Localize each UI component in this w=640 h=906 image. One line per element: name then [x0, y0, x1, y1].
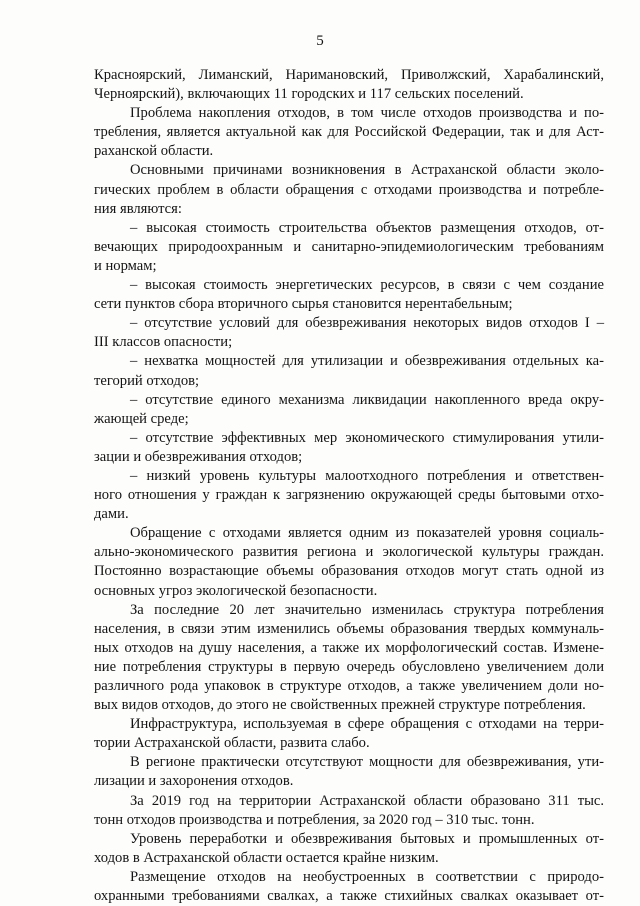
text-line: различного рода упаковок в структуре отходов, а также увеличением доли но- [94, 678, 604, 694]
text-line: ходов в Астраханской области остается крайне низким. [94, 849, 439, 866]
text-line: За последние 20 лет значительно изменилась структура потребления [130, 601, 604, 618]
text-line: За 2019 год на территории Астраханской области образовано 311 тыс. [130, 792, 604, 809]
text-line: ние потребления структуры в первую очередь обусловлено увеличением доли [94, 658, 604, 675]
text-line: Инфраструктура, используемая в сфере обращения с отходами на терри- [130, 716, 604, 733]
text-line: – отсутствие условий для обезвреживания некоторых видов отходов I – [130, 315, 604, 332]
text-line: основных угроз экологической безопасности. [94, 582, 378, 599]
text-line: Постоянно возрастающие объемы образования отходов могут стать одной из [94, 563, 604, 580]
text-line: Красноярский, Лиманский, Наримановский, Приволжский, Харабалинский, [94, 67, 604, 83]
text-line: тонн отходов производства и потребления, за 2020 год – 310 тыс. тонн. [94, 811, 535, 828]
text-line: ния являются: [94, 200, 182, 217]
text-line: гических проблем в области обращения с отходами производства и потребле- [94, 181, 604, 198]
text-line: лизации и захоронения отходов. [94, 773, 294, 790]
text-line: ально-экономического развития региона и экологической культуры граждан. [94, 544, 604, 561]
body-text [94, 66, 604, 906]
text-line: Уровень переработки и обезвреживания бытовых и промышленных от- [130, 830, 604, 847]
text-line: – высокая стоимость энергетических ресурсов, в связи с чем создание [130, 277, 604, 294]
text-line: – высокая стоимость строительства объектов размещения отходов, от- [130, 219, 604, 236]
text-line: раханской области. [94, 143, 214, 160]
text-line: дами. [94, 506, 129, 523]
text-line: Размещение отходов на необустроенных в соответствии с природо- [130, 868, 604, 885]
text-line: Обращение с отходами является одним из показателей уровня социаль- [130, 525, 604, 542]
text-line: – отсутствие единого механизма ликвидации накопленного вреда окру- [130, 391, 604, 408]
text-line: вечающих природоохранным и санитарно-эпидемиологическим требованиям [94, 238, 604, 255]
text-line: вых видов отходов, до этого не свойственных прежней структуре потребления. [94, 697, 586, 714]
text-line: сети пунктов сбора вторичного сырья становится нерентабельным; [94, 296, 513, 313]
text-line: – низкий уровень культуры малоотходного потребления и ответствен- [130, 467, 604, 484]
text-line: тории Астраханской области, развита слабо. [94, 735, 370, 752]
text-line: – нехватка мощностей для утилизации и обезвреживания отдельных ка- [130, 353, 604, 370]
page-number: 5 [316, 33, 324, 49]
text-line: Черноярский), включающих 11 городских и 117 сельских поселений. [94, 86, 524, 103]
text-line: III классов опасности; [94, 334, 233, 351]
text-line: В регионе практически отсутствуют мощности для обезвреживания, ути- [130, 754, 604, 771]
text-line: охранными требованиями свалках, а также стихийных свалках оказывает от- [94, 888, 604, 905]
text-line: ного отношения у граждан к загрязнению окружающей среды бытовыми отхо- [94, 487, 604, 504]
text-line: Основными причинами возникновения в Астраханской области эколо- [130, 162, 604, 179]
text-line: населения, в связи этим изменились объемы образования твердых коммуналь- [94, 620, 604, 637]
text-line: зации и обезвреживания отходов; [94, 448, 303, 465]
text-line: Проблема накопления отходов, в том числе отходов производства и по- [130, 105, 604, 122]
text-line: ных отходов на душу населения, а также их морфологический состав. Измене- [94, 639, 604, 656]
text-line: – отсутствие эффективных мер экономического стимулирования утили- [130, 429, 604, 446]
text-line: и нормам; [94, 257, 157, 274]
text-line: тегорий отходов; [94, 372, 200, 389]
text-line: жающей среде; [94, 410, 189, 427]
text-line: требления, является актуальной как для Российской Федерации, так и для Аст- [94, 124, 604, 141]
